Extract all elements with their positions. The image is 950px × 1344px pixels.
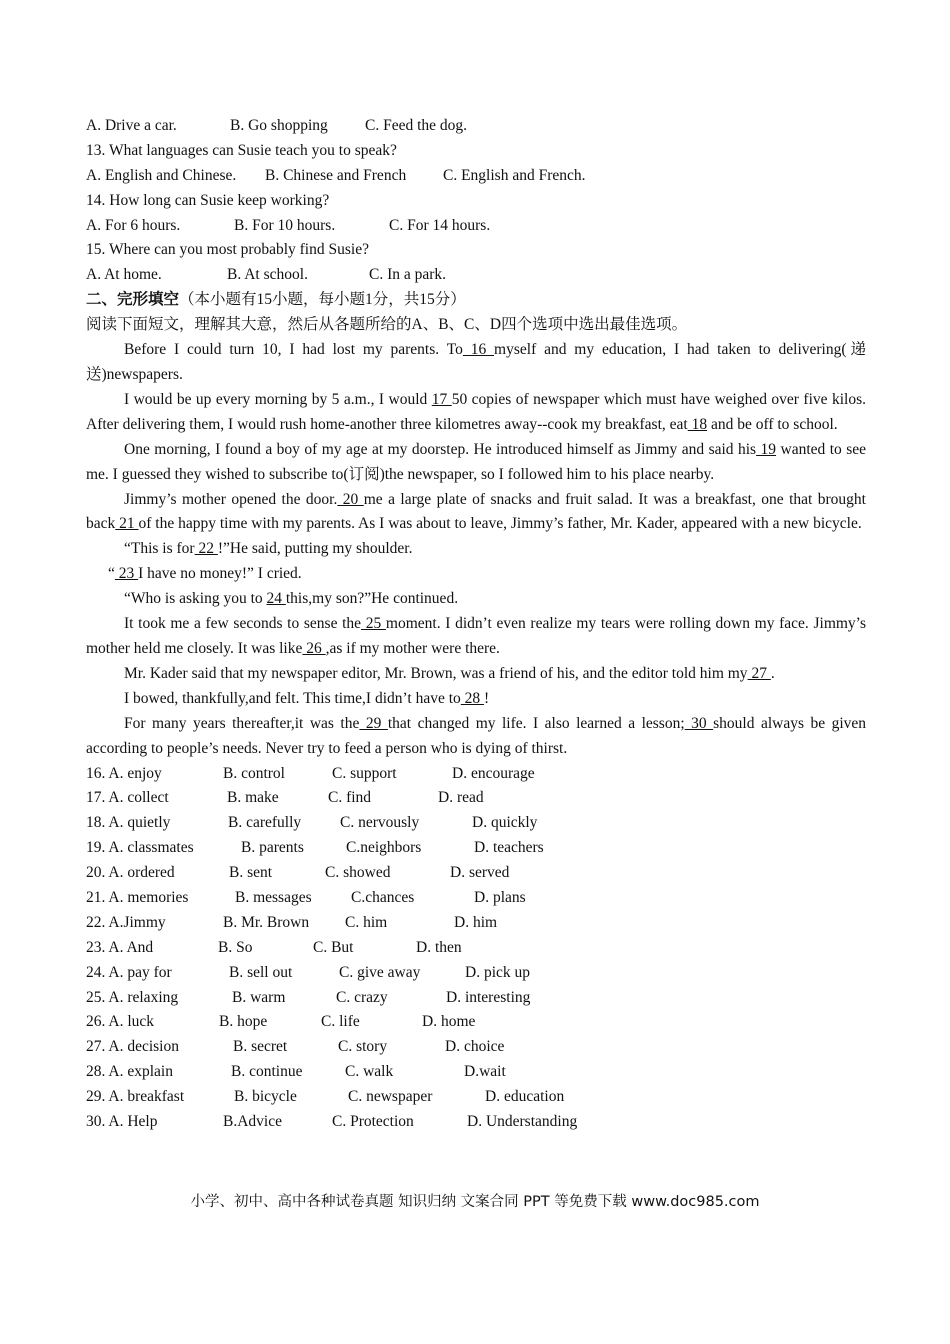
cloze-question-28: [86, 1060, 866, 1085]
option-b: B. control: [223, 764, 285, 782]
passage-paragraph-8: It took me a few seconds to sense the 25 moment. I didn’t even realize my tears were rolling down my face. Jimmy’s mother held me closely. It was like 26 ,as if my mother were there.: [86, 615, 867, 657]
option-d: D. encourage: [452, 764, 535, 782]
question-number-option-a: 25. A. relaxing: [86, 988, 179, 1006]
passage-paragraph-3: One morning, I found a boy of my age at my doorstep. He introduced himself as Jimmy and said his 19 wanted to see me. I guessed they wished to subscribe to(订阅)the newspaper, so I followed him to his place nearby.: [86, 440, 867, 483]
option-b: B. make: [227, 789, 279, 807]
option-d: D. interesting: [446, 988, 531, 1006]
question-15: 15. Where can you most probably find Susie?: [86, 241, 369, 259]
option-b: B. At school.: [227, 266, 308, 284]
passage-paragraph-7: “Who is asking you to 24 this,my son?”He continued.: [124, 590, 459, 608]
cloze-question-17: [86, 786, 866, 811]
option-b: B. Go shopping: [230, 117, 328, 134]
footer-text: 小学、初中、高中各种试卷真题 知识归纳 文案合同 PPT 等免费下载 www.doc985.com: [190, 1194, 760, 1210]
option-c: C. nervously: [340, 814, 420, 832]
blank-21: 21: [115, 515, 139, 533]
option-c: C. walk: [345, 1063, 394, 1081]
cloze-question-23: [86, 936, 866, 961]
option-a: A. Drive a car.: [86, 117, 177, 134]
passage-paragraph-2: I would be up every morning by 5 a.m., I would 17 50 copies of newspaper which must have weighed over five kilos. After delivering them, I would rush home-another three kilometres away--cook my breakfast, eat 18 and be off to school.: [86, 390, 866, 433]
option-c: C. crazy: [336, 988, 388, 1006]
option-line-12: [86, 114, 866, 139]
passage-paragraph-4: Jimmy’s mother opened the door. 20 me a large plate of snacks and fruit salad. It was a breakfast, one that brought back 21 of the happy time with my parents. As I was about to leave, Jimmy’s father, Mr. Kader, appeared with a new bicycle.: [86, 490, 866, 533]
question-number-option-a: 27. A. decision: [86, 1038, 179, 1056]
blank-19: 19: [756, 440, 777, 458]
cloze-question-21: [86, 886, 866, 911]
option-c: C. find: [328, 789, 372, 807]
passage-paragraph-5: “This is for 22 !”He said, putting my shoulder.: [124, 540, 413, 558]
question-number-option-a: 23. A. And: [86, 938, 154, 956]
option-c: C. But: [313, 938, 354, 956]
option-d: D. plans: [474, 888, 526, 906]
cloze-question-list: [86, 762, 866, 1135]
section-note: （本小题有15小题，每小题1分，共15分）: [179, 291, 466, 309]
option-a: A. For 6 hours.: [86, 216, 181, 234]
option-b: B. sell out: [229, 963, 293, 981]
cloze-question-20: [86, 861, 866, 886]
option-c: C. support: [332, 764, 397, 782]
option-d: D. served: [450, 864, 510, 882]
question-number-option-a: 17. A. collect: [86, 789, 169, 807]
blank-20: 20: [337, 490, 364, 508]
option-d: D. pick up: [465, 963, 531, 981]
question-number-option-a: 26. A. luck: [86, 1013, 155, 1031]
passage-paragraph-11: For many years thereafter,it was the 29 that changed my life. I also learned a lesson; 30 should always be given according to people’s needs. Never try to feed a person who is dying of thirst.: [86, 714, 867, 757]
cloze-question-29: [86, 1085, 866, 1110]
cloze-question-19: [86, 836, 866, 861]
blank-22: 22: [194, 540, 218, 558]
option-b: B. parents: [241, 839, 304, 857]
option-c: C. For 14 hours.: [389, 216, 491, 234]
option-b: B. hope: [219, 1013, 268, 1031]
option-b: B.Advice: [223, 1112, 282, 1130]
cloze-question-25: [86, 986, 866, 1011]
option-b: B. For 10 hours.: [234, 216, 336, 234]
option-line-14: [86, 214, 866, 239]
blank-23: 23: [114, 565, 139, 583]
blank-28: 28: [460, 689, 485, 707]
option-d: D. Understanding: [467, 1112, 578, 1130]
section-heading: 二、完形填空: [86, 291, 180, 309]
question-number-option-a: 30. A. Help: [86, 1112, 158, 1130]
cloze-question-22: [86, 911, 866, 936]
option-c: C. English and French.: [443, 166, 586, 184]
cloze-question-26: [86, 1010, 866, 1035]
option-d: D. read: [438, 789, 484, 807]
option-b: B. carefully: [228, 814, 302, 832]
option-c: C. Feed the dog.: [365, 117, 468, 134]
question-13: 13. What languages can Susie teach you to speak?: [86, 141, 397, 159]
cloze-question-16: [86, 762, 866, 787]
cloze-question-27: [86, 1035, 866, 1060]
option-b: B. warm: [232, 988, 286, 1006]
option-d: D.wait: [464, 1063, 506, 1081]
option-b: B. sent: [229, 864, 273, 882]
option-a: A. At home.: [86, 266, 162, 284]
question-number-option-a: 19. A. classmates: [86, 839, 194, 857]
question-number-option-a: 22. A.Jimmy: [86, 913, 166, 931]
question-number-option-a: 20. A. ordered: [86, 864, 175, 882]
section-instruction: 阅读下面短文，理解其大意，然后从各题所给的A、B、C、D四个选项中选出最佳选项。: [86, 316, 688, 334]
option-d: D. teachers: [474, 839, 544, 857]
option-c: C.chances: [351, 888, 415, 906]
question-number-option-a: 21. A. memories: [86, 888, 189, 906]
option-b: B. Mr. Brown: [223, 913, 310, 931]
blank-25: 25: [361, 615, 386, 633]
question-number-option-a: 28. A. explain: [86, 1063, 173, 1081]
option-c: C. Protection: [332, 1112, 414, 1130]
option-b: B. messages: [235, 888, 312, 906]
blank-17: 17: [431, 390, 452, 408]
question-14: 14. How long can Susie keep working?: [86, 191, 330, 209]
option-a: A. English and Chinese.: [86, 166, 237, 184]
exam-page: [86, 114, 866, 1135]
option-b: B. So: [218, 938, 253, 956]
option-d: D. home: [422, 1013, 476, 1031]
blank-29: 29: [359, 714, 388, 732]
passage-paragraph-1: Before I could turn 10, I had lost my parents. To 16 myself and my education, I had taken to delivering(递送)newspapers.: [86, 341, 866, 383]
option-c: C.neighbors: [346, 839, 422, 857]
blank-27: 27: [747, 664, 771, 682]
option-d: D. then: [416, 938, 462, 956]
option-c: C. showed: [325, 864, 391, 882]
blank-18: 18: [687, 415, 708, 433]
option-d: D. quickly: [472, 814, 538, 832]
blank-16: 16: [462, 341, 495, 359]
question-number-option-a: 18. A. quietly: [86, 814, 171, 832]
cloze-question-18: [86, 811, 866, 836]
option-c: C. story: [338, 1038, 388, 1056]
option-line-15: [86, 263, 866, 288]
section-title: [86, 288, 866, 313]
option-c: C. newspaper: [348, 1088, 433, 1106]
option-b: B. Chinese and French: [265, 166, 407, 184]
option-c: C. life: [321, 1013, 360, 1031]
question-number-option-a: 29. A. breakfast: [86, 1088, 185, 1106]
option-c: C. give away: [339, 963, 421, 981]
passage-paragraph-10: I bowed, thankfully,and felt. This time,I didn’t have to 28 !: [124, 689, 490, 707]
passage-paragraph-9: Mr. Kader said that my newspaper editor, Mr. Brown, was a friend of his, and the editor told him my 27 .: [124, 664, 775, 682]
option-c: C. him: [345, 913, 388, 931]
option-b: B. secret: [233, 1038, 288, 1056]
cloze-question-24: [86, 961, 866, 986]
passage-paragraph-6: “ 23 I have no money!” I cried.: [108, 565, 302, 583]
option-b: B. continue: [231, 1063, 303, 1081]
option-d: D. him: [454, 913, 498, 931]
option-line-13: [86, 164, 866, 189]
question-number-option-a: 16. A. enjoy: [86, 764, 162, 782]
blank-26: 26: [302, 639, 326, 657]
question-number-option-a: 24. A. pay for: [86, 963, 172, 981]
option-b: B. bicycle: [234, 1088, 297, 1106]
blank-24: 24: [266, 590, 286, 608]
option-c: C. In a park.: [369, 266, 447, 284]
option-d: D. education: [485, 1088, 565, 1106]
option-d: D. choice: [445, 1038, 505, 1056]
blank-30: 30: [684, 714, 714, 732]
cloze-question-30: [86, 1110, 866, 1135]
